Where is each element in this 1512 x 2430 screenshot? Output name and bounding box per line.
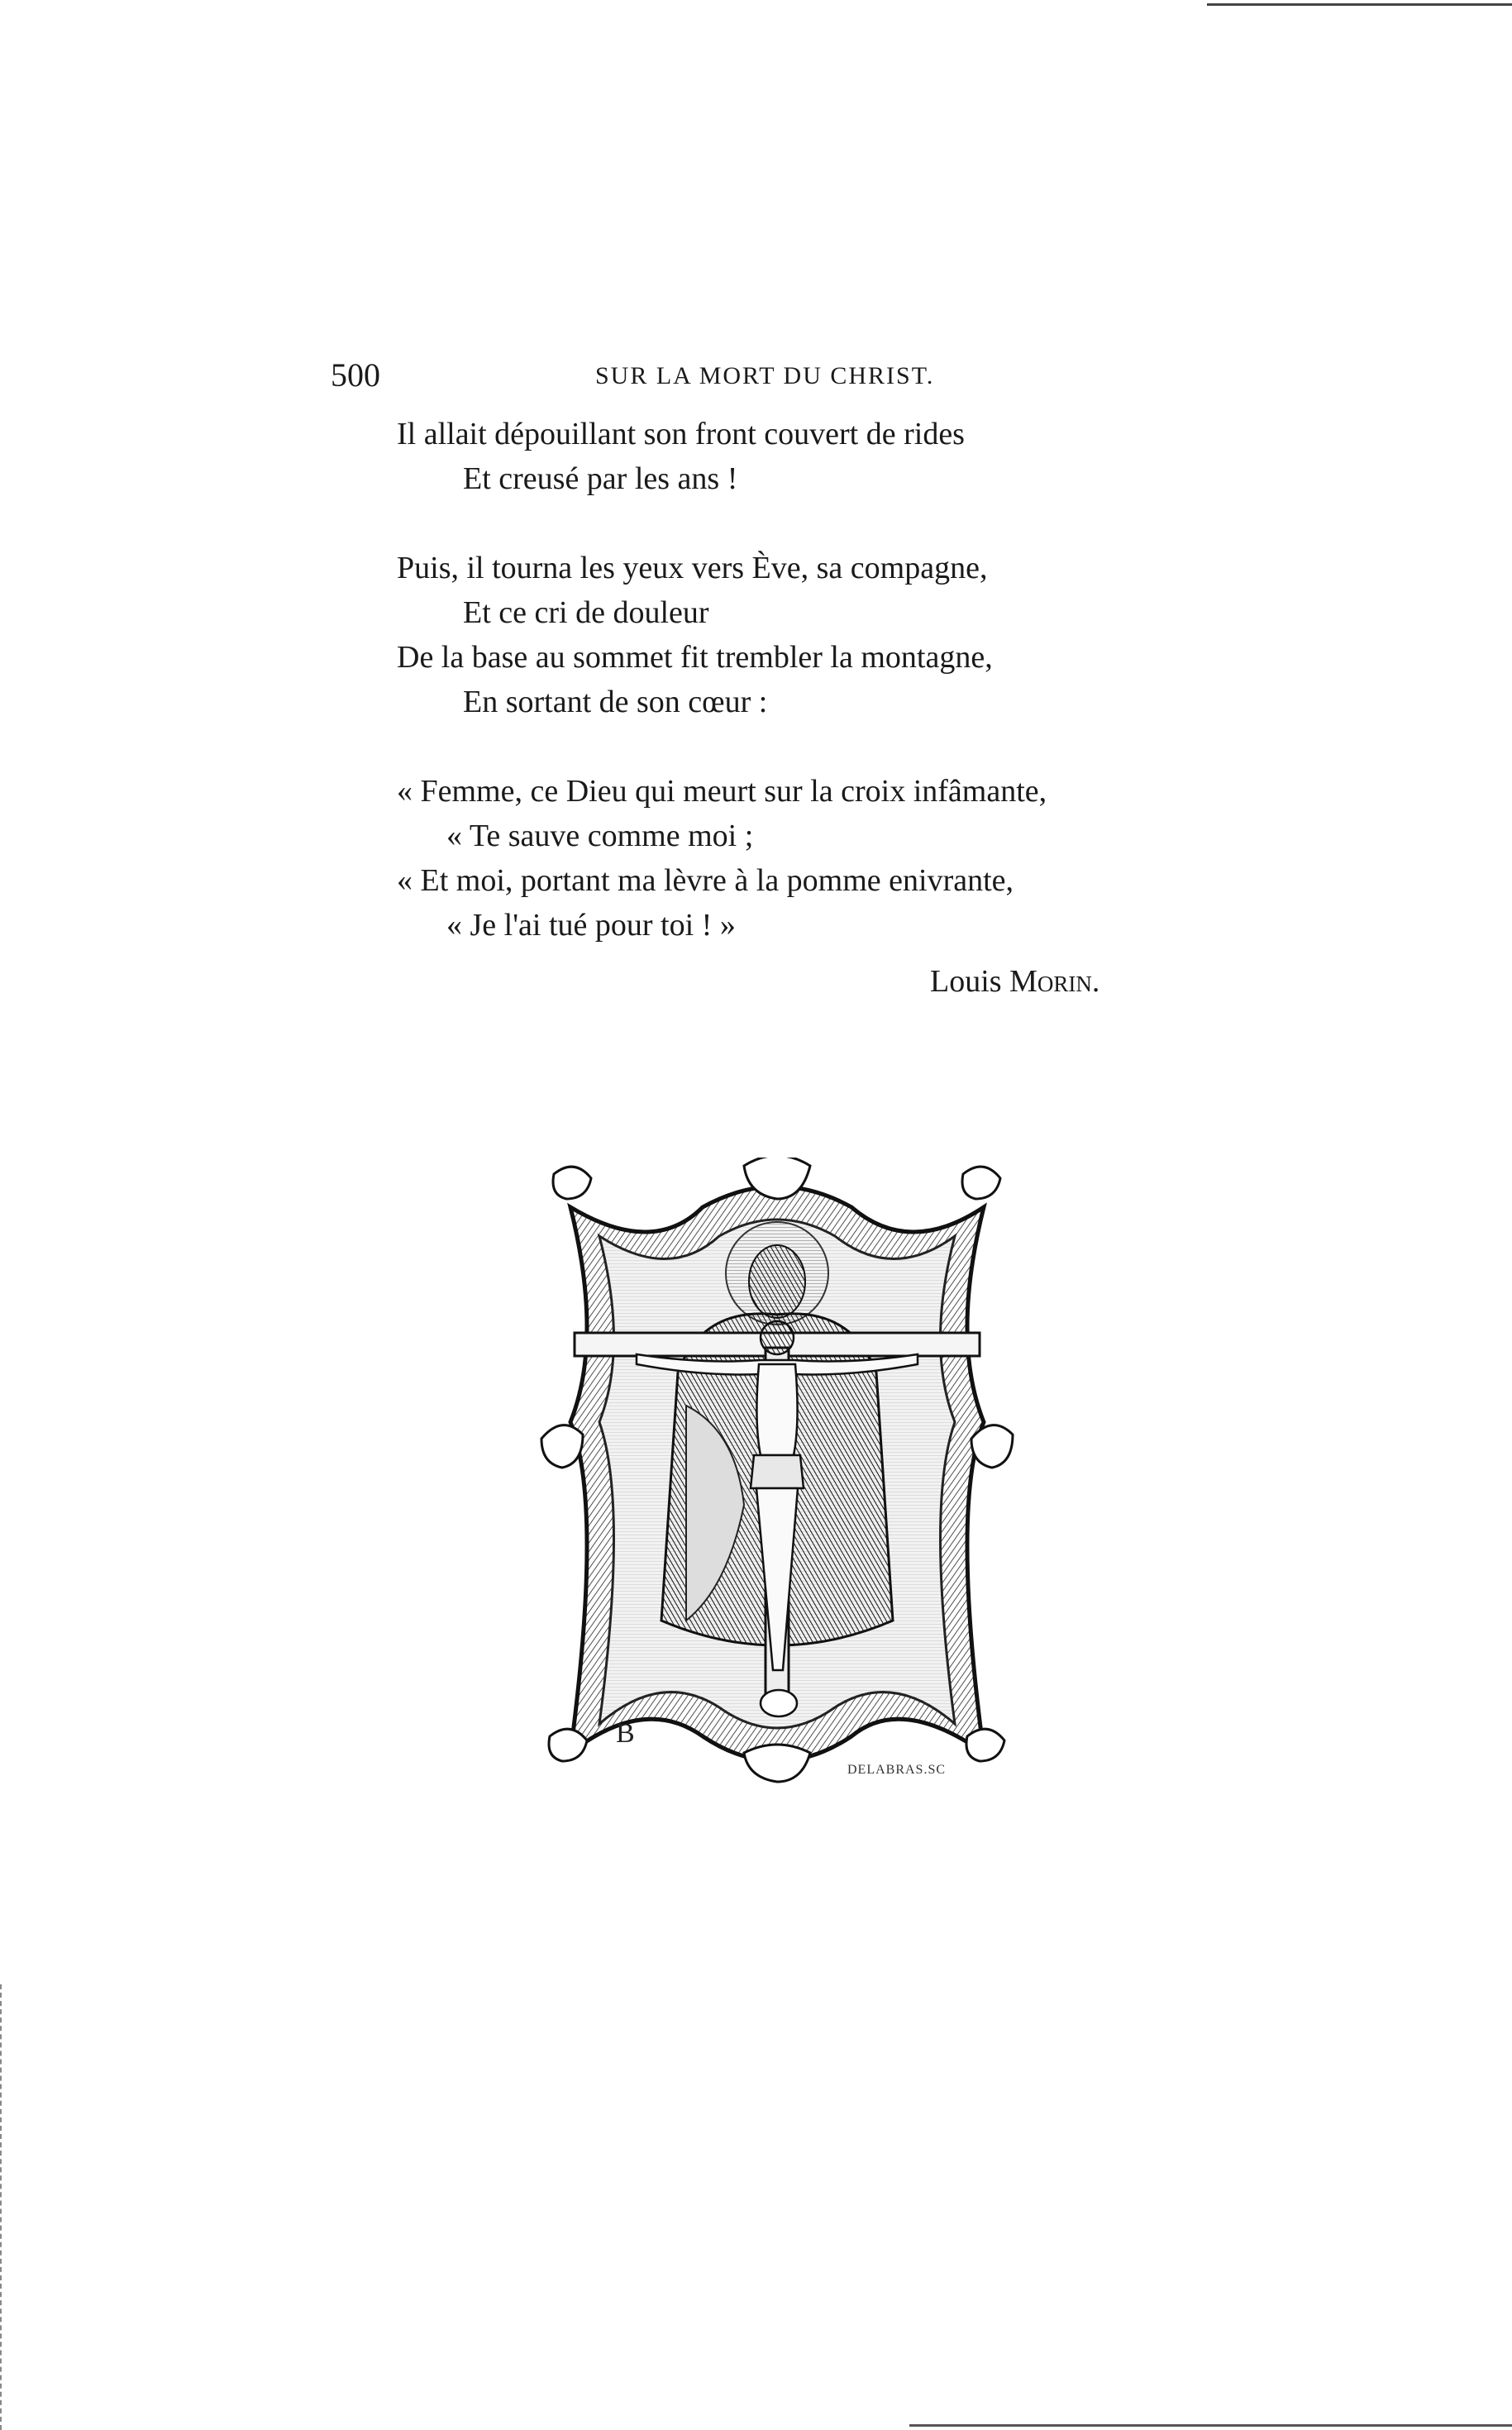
author-signature xyxy=(930,963,1099,1000)
scan-edge-rule-top xyxy=(1207,3,1512,6)
stanza xyxy=(397,546,1223,724)
page-number: 500 xyxy=(331,356,380,394)
engraving-illustration xyxy=(537,1158,1017,1786)
running-title: SUR LA MORT DU CHRIST. xyxy=(595,362,935,389)
poem-line: Et ce cri de douleur xyxy=(463,595,709,630)
father-head xyxy=(749,1245,805,1318)
poem-line: De la base au sommet fit trembler la montagne, xyxy=(397,640,993,675)
author-last-name: Morin. xyxy=(1009,964,1100,999)
skull xyxy=(761,1690,797,1716)
poem-line: « Et moi, portant ma lèvre à la pomme enivrante, xyxy=(397,863,1014,898)
poem-line: Il allait dépouillant son front couvert de rides xyxy=(397,417,965,451)
poem-line: « Te sauve comme moi ; xyxy=(446,819,754,853)
poem-line: Et creusé par les ans ! xyxy=(463,461,738,496)
artist-monogram: B xyxy=(616,1718,635,1749)
poem-line: Puis, il tourna les yeux vers Ève, sa compagne, xyxy=(397,551,988,585)
scan-edge-rule-bottom xyxy=(909,2424,1512,2427)
engraver-credit: DELABRAS.SC xyxy=(847,1763,947,1777)
poem-line: « Femme, ce Dieu qui meurt sur la croix infâmante, xyxy=(397,774,1047,809)
crucifixion-engraving xyxy=(537,1158,1017,1786)
poem-line: « Je l'ai tué pour toi ! » xyxy=(446,908,736,943)
running-head xyxy=(331,356,1157,413)
scan-edge-margin xyxy=(0,1984,5,2430)
poem-line: En sortant de son cœur : xyxy=(463,685,768,719)
poem xyxy=(397,412,1223,992)
author-first-name: Louis xyxy=(930,964,1002,999)
stanza xyxy=(397,769,1223,948)
stanza xyxy=(397,412,1223,501)
